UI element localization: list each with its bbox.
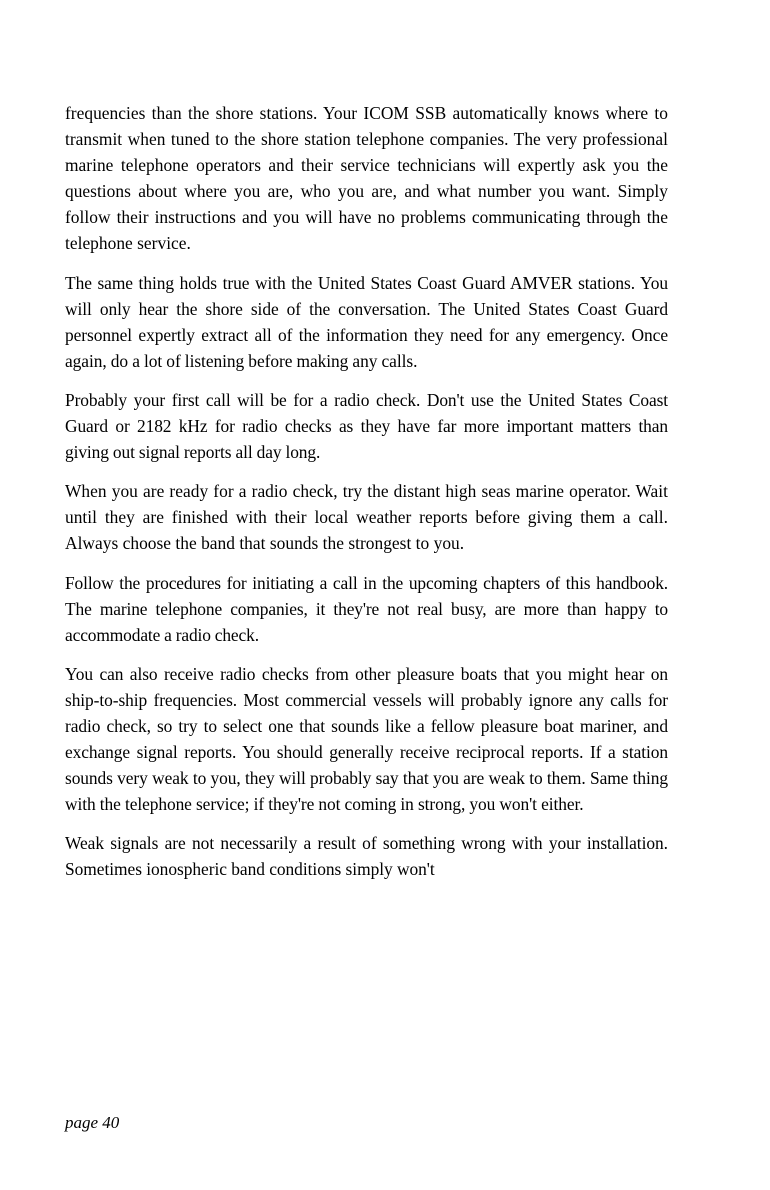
- body-paragraph-7: Weak signals are not necessarily a result of something wrong with your installation. Sometimes ionospheric band conditions simply won't: [65, 833, 668, 880]
- body-text-column: [65, 100, 668, 883]
- body-paragraph-5: Follow the procedures for initiating a call in the upcoming chapters of this handbook. The marine telephone companies, it they're not real busy, are more than happy to accommodate a radio check.: [65, 572, 668, 645]
- body-paragraph-1: frequencies than the shore stations. Your ICOM SSB automatically knows where to transmit when tuned to the shore station telephone companies. The very professional marine telephone operators and their service technicians will expertly ask you the questions about where you are, who you are, and what number you want. Simply follow their instructions and you will have no problems communicating through the telephone service.: [65, 103, 668, 254]
- body-paragraph-3: Probably your first call will be for a radio check. Don't use the United States Coast Guard or 2182 kHz for radio checks as they have far more important matters than giving out signal reports all day long.: [65, 389, 668, 463]
- page-number-footer: page 40: [65, 1113, 120, 1132]
- body-paragraph-4: When you are ready for a radio check, try the distant high seas marine operator. Wait until they are finished with their local weather reports before giving them a call. Always choose the band that sounds the strongest to you.: [65, 481, 668, 554]
- body-paragraph-2: The same thing holds true with the United States Coast Guard AMVER stations. You will only hear the shore side of the conversation. The United States Coast Guard personnel expertly extract all of the information they need for any emergency. Once again, do a lot of listening before making any calls.: [65, 272, 668, 371]
- body-paragraph-6: You can also receive radio checks from other pleasure boats that you might hear on ship-to-ship frequencies. Most commercial vessels will probably ignore any calls for radio check, so try to select one that sounds like a fellow pleasure boat mariner, and exchange signal reports. You should generally receive reciprocal reports. If a station sounds very weak to you, they will probably say that you are weak to them. Same thing with the telephone service; if they're not coming in strong, you won't either.: [65, 663, 668, 815]
